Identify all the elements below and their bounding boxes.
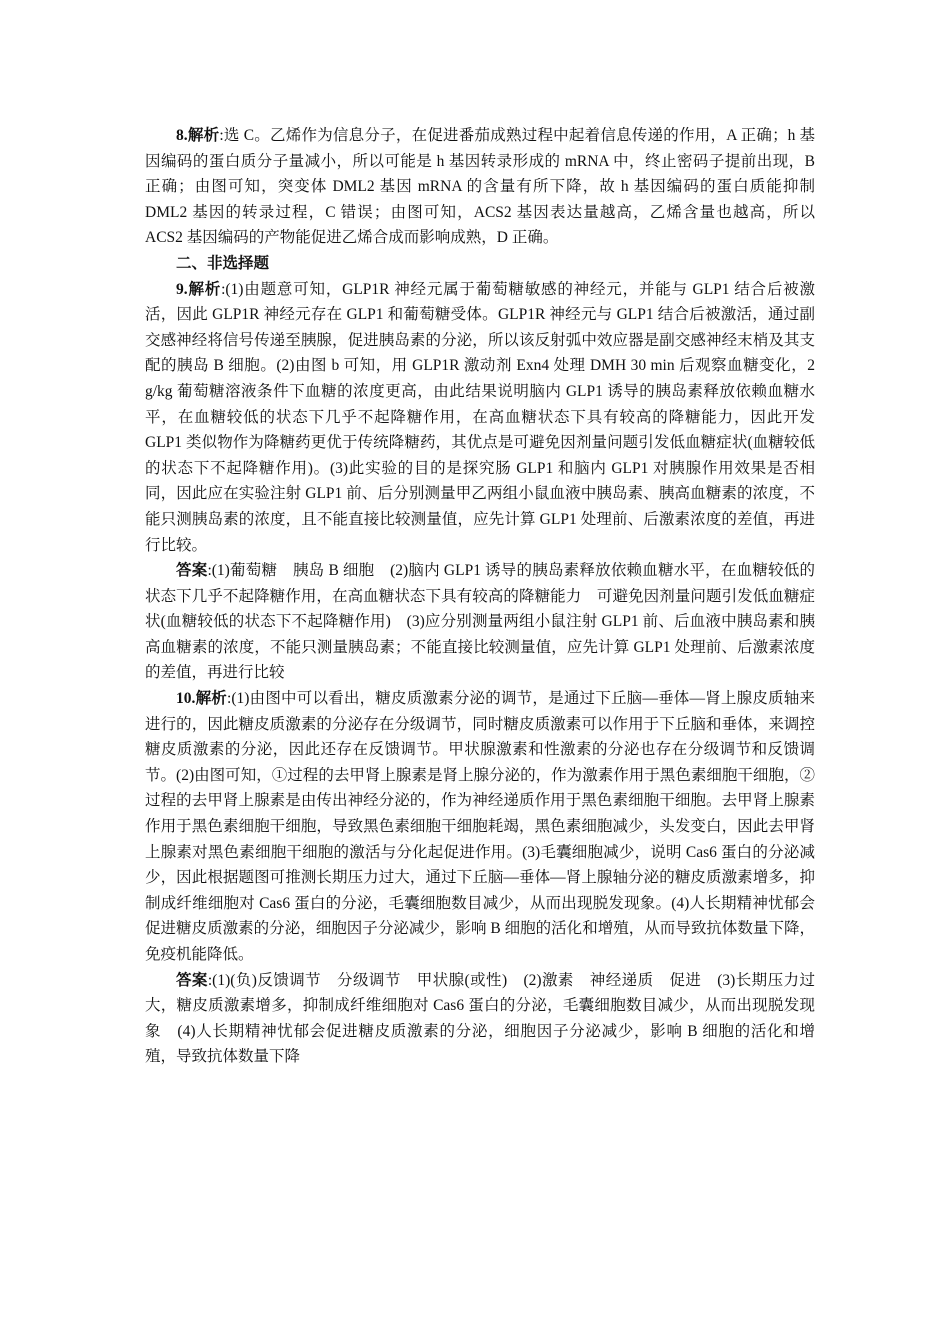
question-10-analysis (145, 686, 815, 968)
question-9-analysis (145, 277, 815, 559)
question-8-lead: 8.解析 (176, 127, 220, 144)
question-9-text: :(1)由题意可知，GLP1R 神经元属于葡萄糖敏感的神经元，并能与 GLP1 结合后被激活，因此 GLP1R 神经元存在 GLP1 和葡萄糖受体。GLP1R 神经元与 GLP1 结合后被激活，通过副交感神经将信号传递至胰腺，促进胰岛素的分泌，所以该反射弧中效应器是副交感神经末梢及其支配的胰岛 B 细胞。(2)由图 b 可知，用 GLP1R 激动剂 Exn4 处理 DMH 30 min 后观察血糖变化，2 g/kg 葡萄糖溶液条件下血糖的浓度更高，由此结果说明脑内 GLP1 诱导的胰岛素释放依赖血糖水平，在血糖较低的状态下几乎不起降糖作用，在高血糖状态下具有较高的降糖能力，因此开发 GLP1 类似物作为降糖药更优于传统降糖药，其优点是可避免因剂量问题引发低血糖症状(血糖较低的状态下不起降糖作用)。(3)此实验的目的是探究肠 GLP1 和脑内 GLP1 对胰腺作用效果是否相同，因此应在实验注射 GLP1 前、后分别测量甲乙两组小鼠血液中胰岛素、胰高血糖素的浓度，不能只测胰岛素的浓度，且不能直接比较测量值，应先计算 GLP1 处理前、后激素浓度的差值，再进行比较。 (145, 280, 815, 554)
question-10-answer (145, 968, 815, 1070)
question-8-analysis (145, 123, 815, 251)
question-8-text: :选 C。乙烯作为信息分子，在促进番茄成熟过程中起着信息传递的作用，A 正确；h 基因编码的蛋白质分子量减小，所以可能是 h 基因转录形成的 mRNA 中，终止密码子提前出现，B 正确；由图可知，突变体 DML2 基因 mRNA 的含量有所下降，故 h 基因编码的蛋白质能抑制 DML2 基因的转录过程，C 错误；由图可知，ACS2 基因表达量越高，乙烯含量也越高，所以 ACS2 基因编码的产物能促进乙烯合成而影响成熟，D 正确。 (145, 127, 815, 247)
question-10-lead: 10.解析 (176, 690, 228, 708)
question-9-answer-lead: 答案 (176, 562, 208, 580)
question-10-answer-lead: 答案 (176, 971, 208, 989)
question-9-answer-text: :(1)葡萄糖 胰岛 B 细胞 (2)脑内 GLP1 诱导的胰岛素释放依赖血糖水平，在血糖较低的状态下几乎不起降糖作用，在高血糖状态下具有较高的降糖能力 可避免因剂量问题引发低血糖症状(血糖较低的状态下不起降糖作用) (3)应分别测量两组小鼠注射 GLP1 前、后血液中胰岛素和胰高血糖素的浓度，不能只测量胰岛素；不能直接比较测量值，应先计算 GLP1 处理前、后激素浓度的差值，再进行比较 (145, 562, 815, 682)
question-9-answer (145, 558, 815, 686)
section-title: 二、非选择题 (176, 254, 270, 272)
question-10-text: :(1)由图中可以看出，糖皮质激素分泌的调节，是通过下丘脑—垂体—肾上腺皮质轴来进行的，因此糖皮质激素的分泌存在分级调节，同时糖皮质激素可以作用于下丘脑和垂体，来调控糖皮质激素的分泌，因此还存在反馈调节。甲状腺激素和性激素的分泌也存在分级调节和反馈调节。(2)由图可知，①过程的去甲肾上腺素是肾上腺分泌的，作为激素作用于黑色素细胞干细胞，②过程的去甲肾上腺素是由传出神经分泌的，作为神经递质作用于黑色素细胞干细胞。去甲肾上腺素作用于黑色素细胞干细胞，导致黑色素细胞干细胞耗竭，黑色素细胞减少，头发变白，因此去甲肾上腺素对黑色素细胞干细胞的激活与分化起促进作用。(3)毛囊细胞减少，说明 Cas6 蛋白的分泌减少，因此根据题图可推测长期压力过大，通过下丘脑—垂体—肾上腺轴分泌的糖皮质激素增多，抑制成纤维细胞对 Cas6 蛋白的分泌，毛囊细胞数目减少，从而出现脱发现象。(4)人长期精神忧郁会促进糖皮质激素的分泌，细胞因子分泌减少，影响 B 细胞的活化和增殖，从而导致抗体数量下降，免疫机能降低。 (145, 690, 815, 963)
question-9-lead: 9.解析 (176, 280, 222, 298)
answer-page (145, 123, 815, 1070)
question-10-answer-text: :(1)(负)反馈调节 分级调节 甲状腺(或性) (2)激素 神经递质 促进 (3)长期压力过大，糖皮质激素增多，抑制成纤维细胞对 Cas6 蛋白的分泌，毛囊细胞数目减少，从而出现脱发现象 (4)人长期精神忧郁会促进糖皮质激素的分泌，细胞因子分泌减少，影响 B 细胞的活化和增殖，导致抗体数量下降 (145, 971, 815, 1066)
